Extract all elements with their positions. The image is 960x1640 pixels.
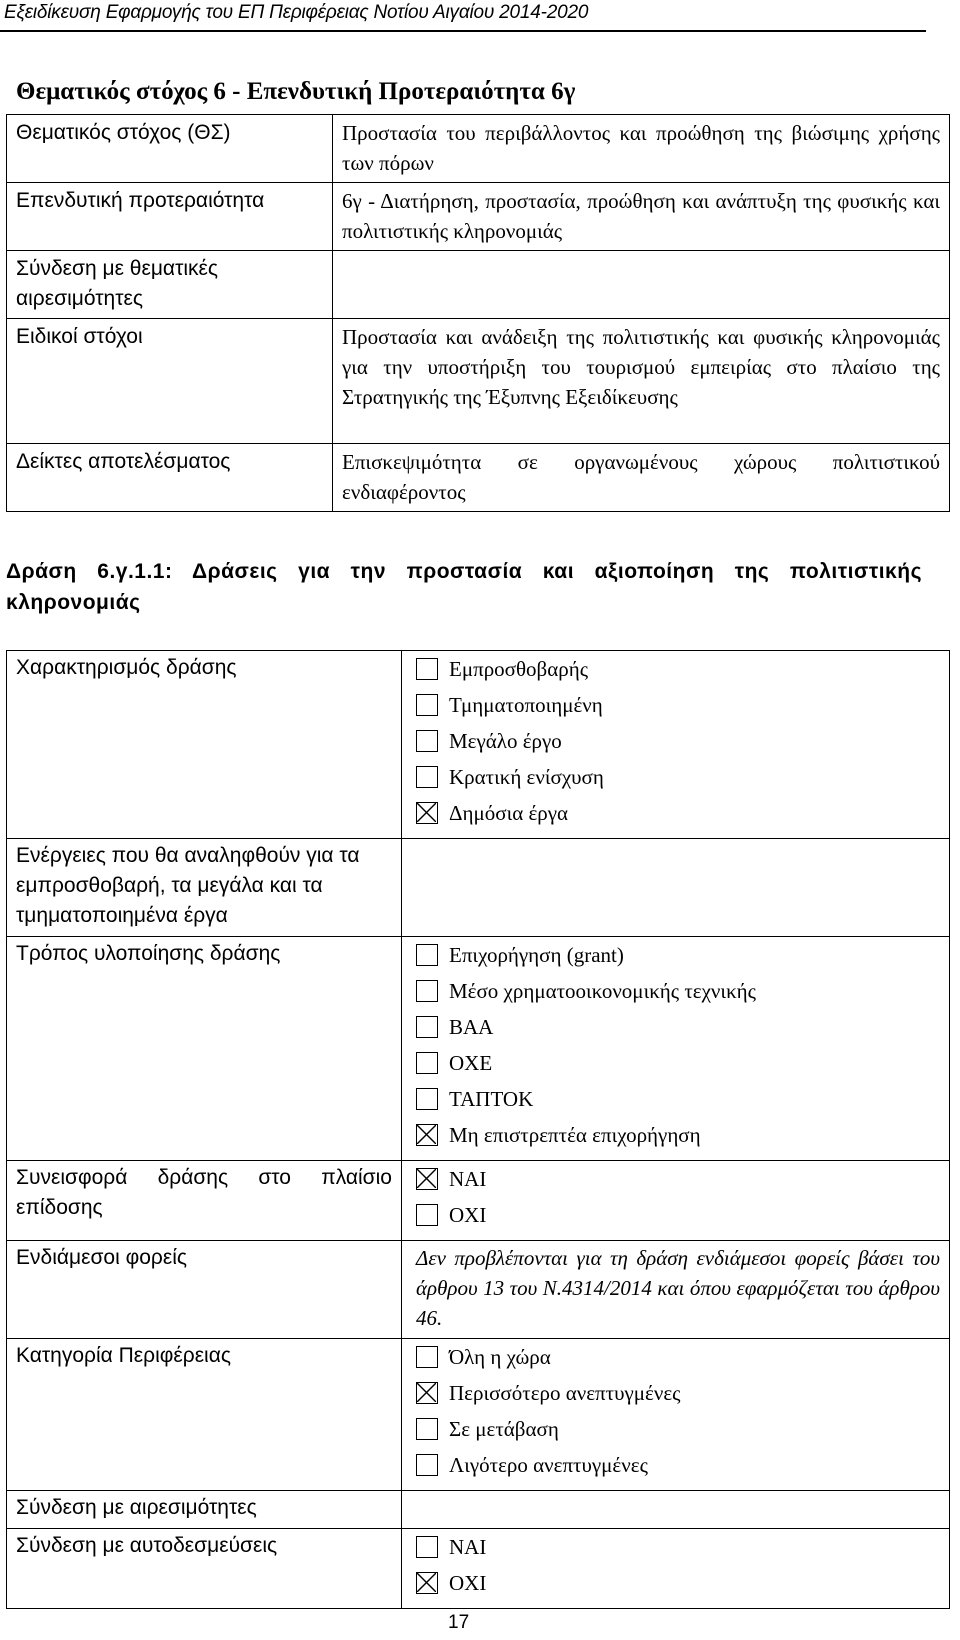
page-number: 17 [448, 1612, 470, 1633]
checkbox-option[interactable] [416, 1163, 940, 1199]
table-row [7, 1529, 950, 1609]
checkbox-option[interactable] [416, 1011, 940, 1047]
checkbox-option[interactable] [416, 797, 940, 833]
table-row [7, 319, 950, 444]
contribution-label: Συνεισφορά δράσης στο πλαίσιο επίδοσης [7, 1161, 402, 1241]
checkbox-option[interactable] [416, 939, 940, 975]
checkbox-option[interactable] [416, 1341, 940, 1377]
checkbox-option[interactable] [416, 1047, 940, 1083]
table-row [7, 115, 950, 183]
row-value: Προστασία και ανάδειξη της πολιτιστικής και φυσικής κληρονομιάς για την υποστήριξη του τουρισμού εμπειρίας στο πλαίσιο της Στρατηγικής της Έξυπνης Εξειδίκευσης [333, 319, 950, 444]
implementation-label: Τρόπος υλοποίησης δράσης [7, 937, 402, 1161]
characterization-options [402, 651, 950, 839]
checkbox-option[interactable] [416, 1083, 940, 1119]
empty-box-icon[interactable] [416, 730, 438, 752]
checked-box-icon[interactable] [416, 1572, 438, 1594]
option-label: ΟΧΙ [449, 1203, 487, 1227]
characterization-label: Χαρακτηρισμός δράσης [7, 651, 402, 839]
region-category-label: Κατηγορία Περιφέρειας [7, 1339, 402, 1491]
table-row [7, 444, 950, 512]
empty-box-icon[interactable] [416, 1088, 438, 1110]
option-label: Δημόσια έργα [449, 801, 569, 825]
empty-box-icon[interactable] [416, 980, 438, 1002]
region-category-options [402, 1339, 950, 1491]
checkbox-option[interactable] [416, 689, 940, 725]
action-title: Δράσεις για την προστασία και αξιοποίηση της πολιτιστικής κληρονομιάς [6, 560, 922, 614]
implementation-options [402, 937, 950, 1161]
table-row [7, 1339, 950, 1491]
option-label: Σε μετάβαση [449, 1417, 559, 1441]
option-label: Μη επιστρεπτέα επιχορήγηση [449, 1123, 701, 1147]
empty-box-icon[interactable] [416, 1052, 438, 1074]
option-label: ΤΑΠΤΟΚ [449, 1087, 534, 1111]
row-value [333, 251, 950, 319]
checkbox-option[interactable] [416, 1119, 940, 1155]
row-value: Επισκεψιμότητα σε οργανωμένους χώρους πολιτιστικού ενδιαφέροντος [333, 444, 950, 512]
table-row [7, 839, 950, 937]
table-row [7, 183, 950, 251]
row-label: Σύνδεση με θεματικές αιρεσιμότητες [7, 251, 333, 319]
row-value: 6γ - Διατήρηση, προστασία, προώθηση και ανάπτυξη της φυσικής και πολιτιστικής κληρονομιάς [333, 183, 950, 251]
empty-box-icon[interactable] [416, 1346, 438, 1368]
option-label: ΒΑΑ [449, 1015, 494, 1039]
checkbox-option[interactable] [416, 1377, 940, 1413]
checked-box-icon[interactable] [416, 1124, 438, 1146]
header-title: Εξειδίκευση Εφαρμογής του ΕΠ Περιφέρειας Νοτίου Αιγαίου 2014-2020 [4, 2, 589, 23]
empty-box-icon[interactable] [416, 1454, 438, 1476]
contribution-options [402, 1161, 950, 1241]
table-row [7, 651, 950, 839]
commitments-label: Σύνδεση με αυτοδεσμεύσεις [7, 1529, 402, 1609]
option-label: Όλη η χώρα [449, 1345, 551, 1369]
checkbox-option[interactable] [416, 975, 940, 1011]
option-label: Επιχορήγηση (grant) [449, 943, 624, 967]
option-label: Τμηματοποιημένη [449, 693, 603, 717]
option-label: Κρατική ενίσχυση [449, 765, 604, 789]
row-label: Επενδυτική προτεραιότητα [7, 183, 333, 251]
option-label: Εμπροσθοβαρής [449, 657, 589, 681]
option-label: Περισσότερο ανεπτυγμένες [449, 1381, 681, 1405]
checkbox-option[interactable] [416, 761, 940, 797]
conditionalities-label: Σύνδεση με αιρεσιμότητες [7, 1491, 402, 1529]
row-label: Δείκτες αποτελέσματος [7, 444, 333, 512]
checkbox-option[interactable] [416, 1567, 940, 1603]
option-label: ΟΧΙ [449, 1571, 487, 1595]
intermediate-value: Δεν προβλέπονται για τη δράση ενδιάμεσοι φορείς βάσει του άρθρου 13 του Ν.4314/2014 και όπου εφαρμόζεται του άρθρου 46. [402, 1241, 950, 1339]
option-label: Μεγάλο έργο [449, 729, 562, 753]
empty-box-icon[interactable] [416, 1418, 438, 1440]
checkbox-option[interactable] [416, 1449, 940, 1485]
row-label: Ειδικοί στόχοι [7, 319, 333, 444]
actions-label: Ενέργειες που θα αναληφθούν για τα εμπροσθοβαρή, τα μεγάλα και τα τμηματοποιημένα έργα [7, 839, 402, 937]
table-row [7, 1491, 950, 1529]
checked-box-icon[interactable] [416, 802, 438, 824]
action-table [6, 650, 950, 1609]
empty-box-icon[interactable] [416, 658, 438, 680]
checkbox-option[interactable] [416, 1199, 940, 1235]
summary-table [6, 114, 950, 512]
table-row [7, 1241, 950, 1339]
page-header [0, 0, 960, 32]
row-value: Προστασία του περιβάλλοντος και προώθηση της βιώσιμης χρήσης των πόρων [333, 115, 950, 183]
empty-box-icon[interactable] [416, 1204, 438, 1226]
checkbox-option[interactable] [416, 725, 940, 761]
empty-box-icon[interactable] [416, 694, 438, 716]
intermediate-label: Ενδιάμεσοι φορείς [7, 1241, 402, 1339]
table-row [7, 251, 950, 319]
option-label: Μέσο χρηματοοικονομικής τεχνικής [449, 979, 756, 1003]
conditionalities-value [402, 1491, 950, 1529]
option-label: ΝΑΙ [449, 1535, 487, 1559]
empty-box-icon[interactable] [416, 766, 438, 788]
empty-box-icon[interactable] [416, 944, 438, 966]
table-row [7, 1161, 950, 1241]
checked-box-icon[interactable] [416, 1168, 438, 1190]
section-title: Θεματικός στόχος 6 - Επενδυτική Προτεραιότητα 6γ [16, 78, 576, 105]
option-label: ΝΑΙ [449, 1167, 487, 1191]
option-label: ΟΧΕ [449, 1051, 493, 1075]
table-row [7, 937, 950, 1161]
checkbox-option[interactable] [416, 653, 940, 689]
checked-box-icon[interactable] [416, 1382, 438, 1404]
actions-value [402, 839, 950, 937]
checkbox-option[interactable] [416, 1413, 940, 1449]
action-heading [6, 556, 922, 618]
action-code: Δράση 6.γ.1.1: [6, 560, 173, 583]
checkbox-option[interactable] [416, 1531, 940, 1567]
empty-box-icon[interactable] [416, 1536, 438, 1558]
row-label: Θεματικός στόχος (ΘΣ) [7, 115, 333, 183]
header-divider [0, 30, 926, 32]
option-label: Λιγότερο ανεπτυγμένες [449, 1453, 648, 1477]
empty-box-icon[interactable] [416, 1016, 438, 1038]
commitments-options [402, 1529, 950, 1609]
